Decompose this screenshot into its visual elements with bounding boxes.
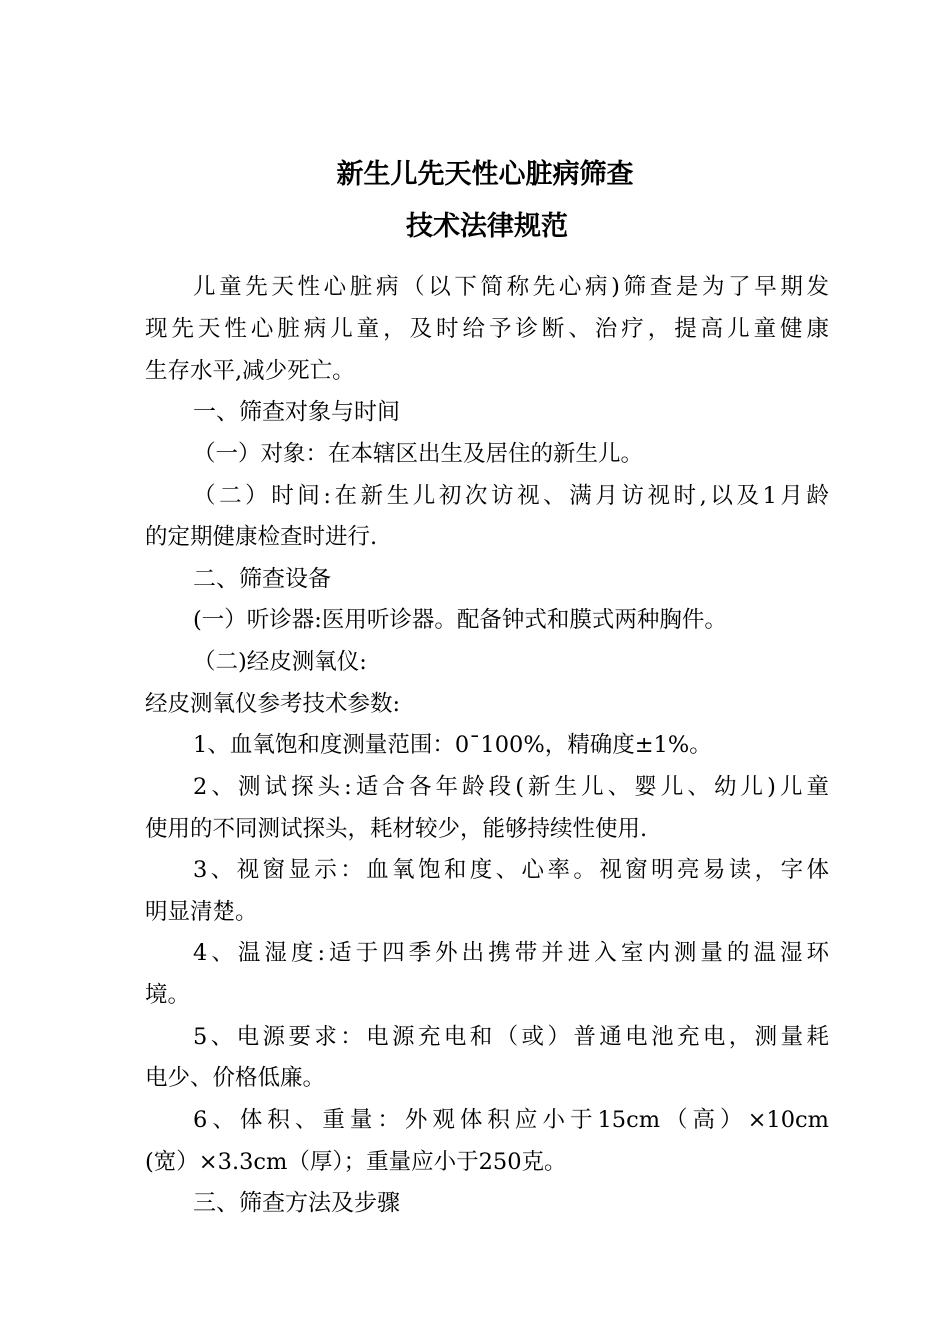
param-item-5-line-2: 电少、价格低廉。 [145,1065,326,1091]
param-item-3-line-1: 3、视窗显示：血氧饱和度、心率。视窗明亮易读，字体 [193,857,829,883]
param-item-4-line-2: 境。 [145,982,191,1008]
param-item-5-line-1: 5、电源要求：电源充电和（或）普通电池充电，测量耗 [193,1024,829,1050]
subsection-time-line-2: 的定期健康检查时进行. [145,524,378,550]
subsection-stethoscope: (一）听诊器:医用听诊器。配备钟式和膜式两种胸件。 [193,607,727,633]
param-item-4-line-1: 4、温湿度:适于四季外出携带并进入室内测量的温湿环 [193,940,829,966]
subsection-oximeter: （二)经皮测氧仪: [193,649,367,675]
paragraph-intro-line-2: 现先天性心脏病儿童，及时给予诊断、治疗，提高儿童健康 [145,316,829,342]
paragraph-intro-line-3: 生存水平,减少死亡。 [145,358,355,384]
param-item-6-line-2: (宽）×3.3cm（厚）；重量应小于250克。 [145,1149,567,1175]
document-title-line-2: 技术法律规范 [406,211,568,242]
section-heading-1: 一、筛查对象与时间 [193,399,400,425]
paragraph-intro-line-1: 儿童先天性心脏病（以下简称先心病)筛查是为了早期发 [193,274,829,300]
param-item-6-line-1: 6、体积、重量：外观体积应小于15cm（高）×10cm [193,1107,829,1133]
param-item-1: 1、血氧饱和度测量范围：0¯100%，精确度±1%。 [193,732,712,758]
section-heading-2: 二、筛查设备 [193,566,331,592]
subsection-target: （一）对象：在本辖区出生及居住的新生儿。 [193,441,644,467]
section-heading-3: 三、筛查方法及步骤 [193,1190,400,1216]
param-item-2-line-2: 使用的不同测试探头，耗材较少，能够持续性使用. [145,816,648,842]
oximeter-params-intro: 经皮测氧仪参考技术参数: [145,691,401,717]
param-item-3-line-2: 明显清楚。 [145,899,258,925]
document-title-line-1: 新生儿先天性心脏病筛查 [336,159,634,190]
param-item-2-line-1: 2、测试探头:适合各年龄段(新生儿、婴儿、幼儿)儿童 [193,774,829,800]
subsection-time-line-1: （二）时间:在新生儿初次访视、满月访视时,以及1月龄 [193,483,829,509]
